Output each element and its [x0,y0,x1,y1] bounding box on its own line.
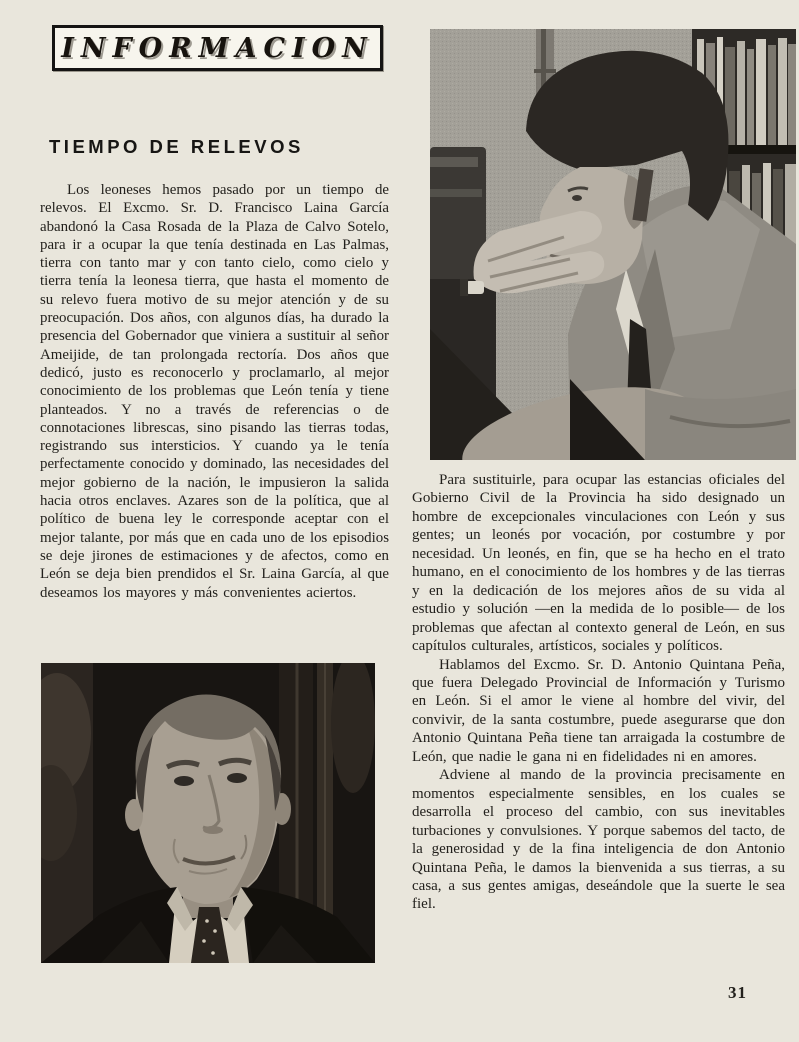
informacion-logo-box [52,25,383,71]
informacion-logo-text: INFORMACION [61,32,374,64]
right-paragraph-3: Adviene al mando de la provincia precisamente en momentos especialmente sensibles, en los cuales se desarrolla el proceso del cambio, con sus inevitables turbaciones y convulsiones. Y porque sabemos del tacto, de la generosidad y de la fina inteligencia de don Antonio Quintana Peña, le damos la bienvenida a sus tierras, a su casa, a sus gentes amigas, deseándole que la suerte le sea fiel. [412,767,785,913]
photo-man-profile-desk [430,29,796,460]
photo-man-portrait [41,663,375,963]
right-text-column [412,471,785,914]
photo-man-portrait-illustration [41,663,375,963]
right-paragraph-1: Para sustituirle, para ocupar las estancias oficiales del Gobierno Civil de la Provincia ha sido designado un hombre de excepcionales vinculaciones con León y sus gentes; un leonés por vocación, por costumbre y por necesidad. Un leonés, en fin, que se ha hecho en el trato humano, en el conocimiento de los hombres y de las tierras y en la dedicación de los mejores años de su vida al estudio y solución —en la medida de lo posible— de los problemas que afectan al contexto general de León, en sus capítulos culturales, artísticos, sociales y políticos. [412,472,785,655]
article-title: TIEMPO DE RELEVOS [49,136,304,157]
left-text-column [40,181,389,602]
photo-man-profile-desk-illustration [430,29,796,460]
right-paragraph-2: Hablamos del Excmo. Sr. D. Antonio Quintana Peña, que fuera Delegado Provincial de Información y Turismo en León. Si el amor le viene al hombre del vivir, del convivir, de la santa costumbre, puede asegurarse que don Antonio Quintana Peña tiene tan arraigada la costumbre de León, que nadie le gana ni en fidelidades ni en amores. [412,656,785,765]
left-paragraph: Los leoneses hemos pasado por un tiempo de relevos. El Excmo. Sr. D. Francisco Laina García abandonó la Casa Rosada de la Plaza de Calvo Sotelo, para ir a ocupar la que tenía destinada en Las Palmas, tierra con tanto mar y con tanto cielo, como cielo y tierra tenía la leonesa tierra, que hasta el momento de su relevo fuera motivo de su mejor atención y de su preocupación. Dos años, con algunos días, ha durado la presencia del Gobernador que viniera a sustituir al señor Ameijide, de tan prolongada rectoría. Dos años que dedicó, justo es reconocerlo y proclamarlo, al mejor conocimiento de los problemas que León tenía y tiene planteados. Y no a través de referencias o de connotaciones librescas, sino pisando las tierras todas, registrando sus intersticios. Y cuando ya le tenía perfectamente conocido y dominado, las necesidades del mejor gobierno de la nación, le impusieron la salida hacia otros enclaves. Azares son de la política, que al político de buena ley le corresponde aceptar con el mejor talante, por más que en cada uno de los episodios se deje jirones de estimaciones y de afectos, como en León se deja bien prendidos el Sr. Laina García, al que deseamos los mayores y más convenientes aciertos. [40,182,389,601]
page-number: 31 [728,983,747,1002]
